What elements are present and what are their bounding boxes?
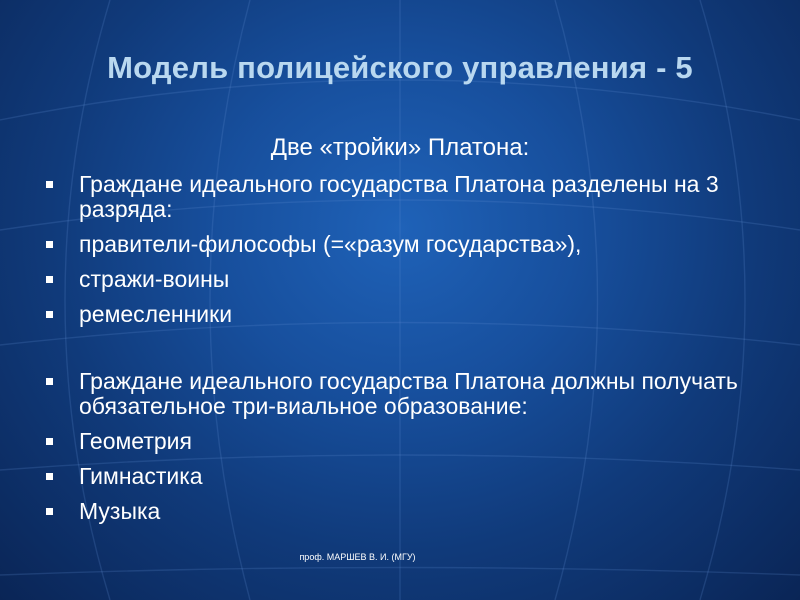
list-item [44,232,784,257]
list-item-text: Музыка [79,498,161,524]
slide-title: Модель полицейского управления - 5 [107,50,693,85]
list-item-text: Гимнастика [79,463,203,489]
square-bullet-icon [46,473,53,480]
list-item-text: Геометрия [79,428,192,454]
list-item-text: Граждане идеального государства Платона должны получать обязательное три-виальное образование: [79,368,738,419]
list-item [44,172,784,222]
square-bullet-icon [46,181,53,188]
list-item-text: ремесленники [79,301,233,327]
square-bullet-icon [46,241,53,248]
bullet-list [44,172,784,534]
slide-subtitle: Две «тройки» Платона: [270,134,530,161]
list-item-text: стражи-воины [79,266,230,292]
square-bullet-icon [46,508,53,515]
list-item-text: правители-философы (=«разум государства»), [79,231,582,257]
list-item [44,302,784,327]
list-item [44,464,784,489]
list-item [44,499,784,524]
list-item-text: Граждане идеального государства Платона разделены на 3 разряда: [79,171,719,222]
square-bullet-icon [46,378,53,385]
slide-footer: проф. МАРШЕВ В. И. (МГУ) [299,552,416,562]
list-item [44,267,784,292]
square-bullet-icon [46,311,53,318]
list-item [44,369,784,419]
list-item [44,429,784,454]
square-bullet-icon [46,276,53,283]
square-bullet-icon [46,438,53,445]
